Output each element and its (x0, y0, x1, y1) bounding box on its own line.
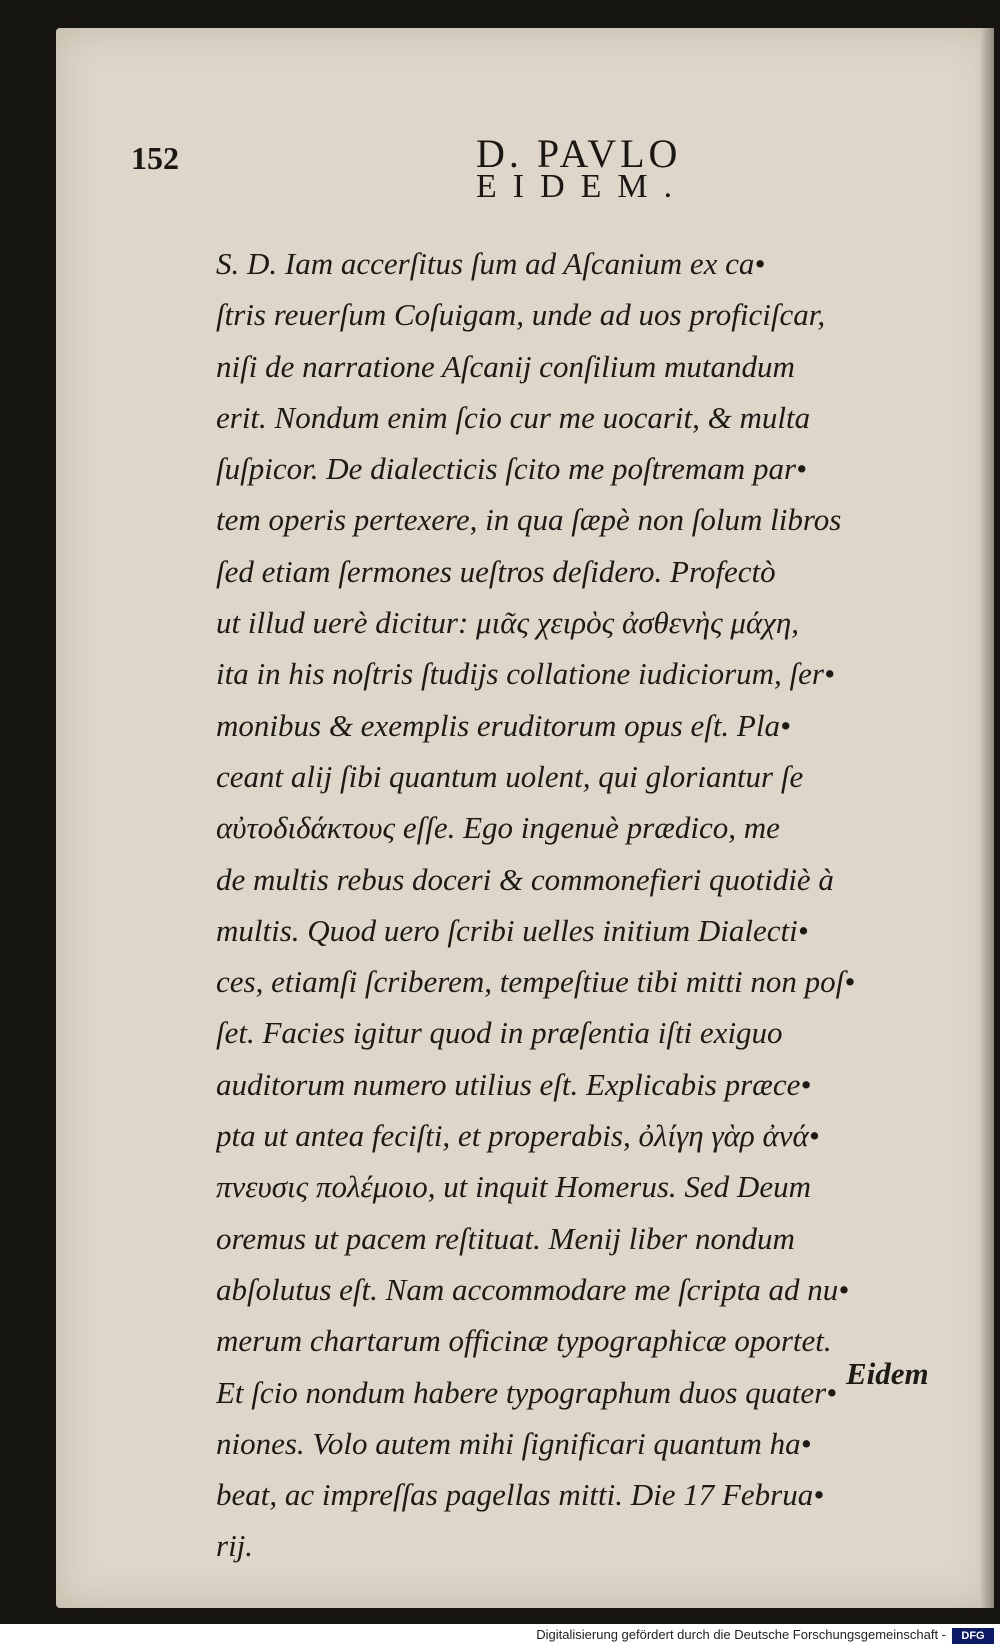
text-line: rij. (216, 1528, 254, 1564)
text-line: ceant alij ſibi quantum uolent, qui gloriantur ſe (216, 758, 804, 794)
text-line: erit. Nondum enim ſcio cur me uocarit, & multa (216, 399, 811, 435)
text-line: oremus ut pacem reſtituat. Menij liber nondum (216, 1220, 795, 1256)
running-head: D. PAVLO (476, 131, 682, 176)
text-line: niſi de narratione Aſcanij conſilium mutandum (216, 348, 795, 384)
text-line: ſed etiam ſermones ueſtros deſidero. Profectò (216, 553, 776, 589)
letter-body (216, 238, 916, 1572)
letter-title: EIDEM. (476, 168, 689, 205)
text-line: tem operis pertexere, in qua ſæpè non ſolum libros (216, 502, 842, 538)
text-line: monibus & exemplis eruditorum opus eſt. Pla• (216, 707, 791, 743)
page-header (56, 108, 994, 176)
text-line: pta ut antea feciſti, et properabis, ὀλίγη γὰρ ἀνά• (216, 1118, 820, 1154)
text-line: multis. Quod uero ſcribi uelles initium Dialecti• (216, 912, 809, 948)
text-line: beat, ac impreſſas pagellas mitti. Die 17 Februa• (216, 1477, 825, 1513)
text-line: ces, etiamſi ſcriberem, tempeſtiue tibi mitti non poſ• (216, 964, 856, 1000)
funding-credit: Digitalisierung gefördert durch die Deutsche Forschungsgemeinschaft - (536, 1627, 946, 1642)
text-line: αὐτοδιδάκτους eſſe. Ego ingenuè prædico, me (216, 810, 780, 846)
text-line: ita in his noſtris ſtudijs collatione iudiciorum, ſer• (216, 656, 835, 692)
text-line: ſuſpicor. De dialecticis ſcito me poſtremam par• (216, 451, 807, 487)
text-line: πνευσις πολέμοιο, ut inquit Homerus. Sed Deum (216, 1169, 811, 1205)
text-line: S. D. Iam accerſitus ſum ad Aſcanium ex ca• (216, 246, 766, 281)
footer-strip (0, 1624, 1000, 1648)
text-line: auditorum numero utilius eſt. Explicabis præce• (216, 1066, 812, 1102)
dfg-logo: DFG (952, 1628, 994, 1644)
text-line: Et ſcio nondum habere typographum duos quater• (216, 1374, 838, 1410)
text-line: de multis rebus doceri & commonefieri quotidiè à (216, 861, 834, 897)
text-line: ſtris reuerſum Coſuigam, unde ad uos proficiſcar, (216, 297, 826, 333)
text-line: merum chartarum officinæ typographicæ oportet. (216, 1323, 832, 1359)
text-line: ſet. Facies igitur quod in præſentia iſti exiguo (216, 1015, 783, 1051)
text-line: abſolutus eſt. Nam accommodare me ſcripta ad nu• (216, 1271, 850, 1307)
page-edge-shadow (980, 28, 994, 1608)
text-line: niones. Volo autem mihi ſignificari quantum ha• (216, 1425, 812, 1461)
page-number: 152 (131, 140, 179, 176)
text-line: ut illud uerè dicitur: μιᾶς χειρὸς ἀσθενὴς μάχη, (216, 605, 800, 641)
book-page (56, 28, 994, 1608)
catchword: Eidem (846, 1356, 929, 1391)
